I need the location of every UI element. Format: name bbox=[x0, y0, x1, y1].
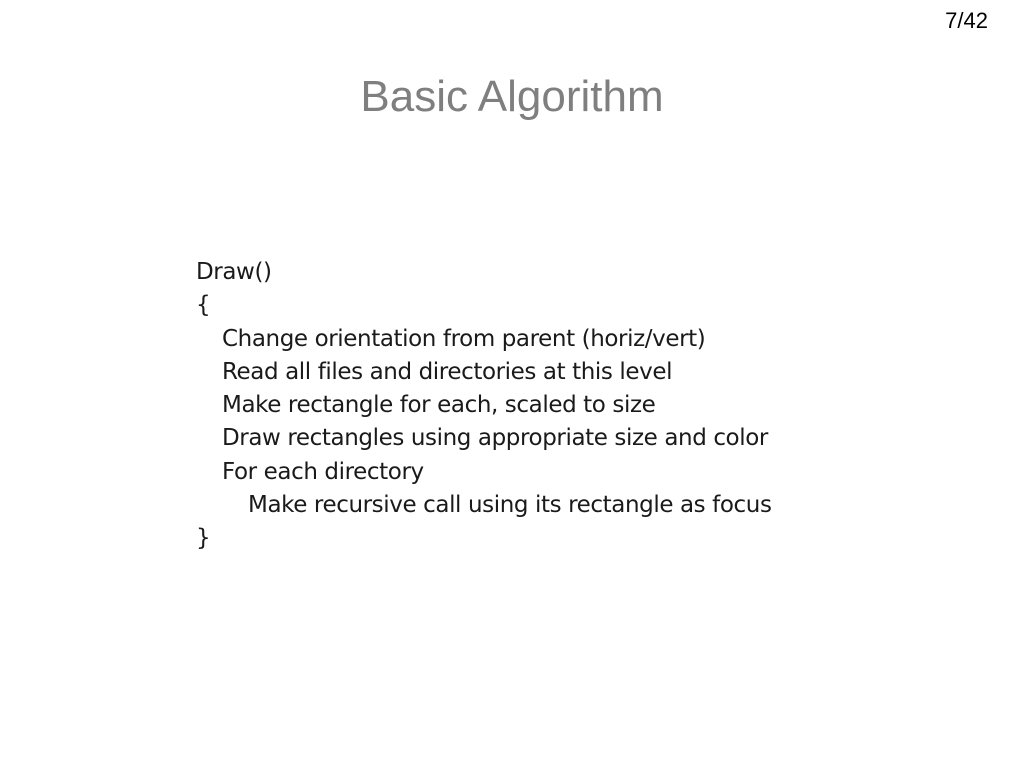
code-line-close-brace: } bbox=[196, 525, 211, 552]
code-line-make-rectangle: Make rectangle for each, scaled to size bbox=[222, 392, 656, 419]
slide-number: 7/42 bbox=[945, 8, 988, 33]
code-line-change-orientation: Change orientation from parent (horiz/vert) bbox=[222, 325, 706, 352]
code-line-function-signature: Draw() bbox=[196, 259, 272, 285]
slide-title: Basic Algorithm bbox=[360, 72, 664, 121]
pseudocode-block bbox=[196, 256, 896, 556]
code-line-read-files: Read all files and directories at this level bbox=[222, 358, 673, 385]
code-line-draw-rectangles: Draw rectangles using appropriate size and color bbox=[222, 425, 768, 452]
code-line-recursive-call: Make recursive call using its rectangle as focus bbox=[248, 492, 772, 519]
code-line-for-each-directory: For each directory bbox=[222, 458, 424, 485]
code-line-open-brace: { bbox=[196, 292, 211, 319]
